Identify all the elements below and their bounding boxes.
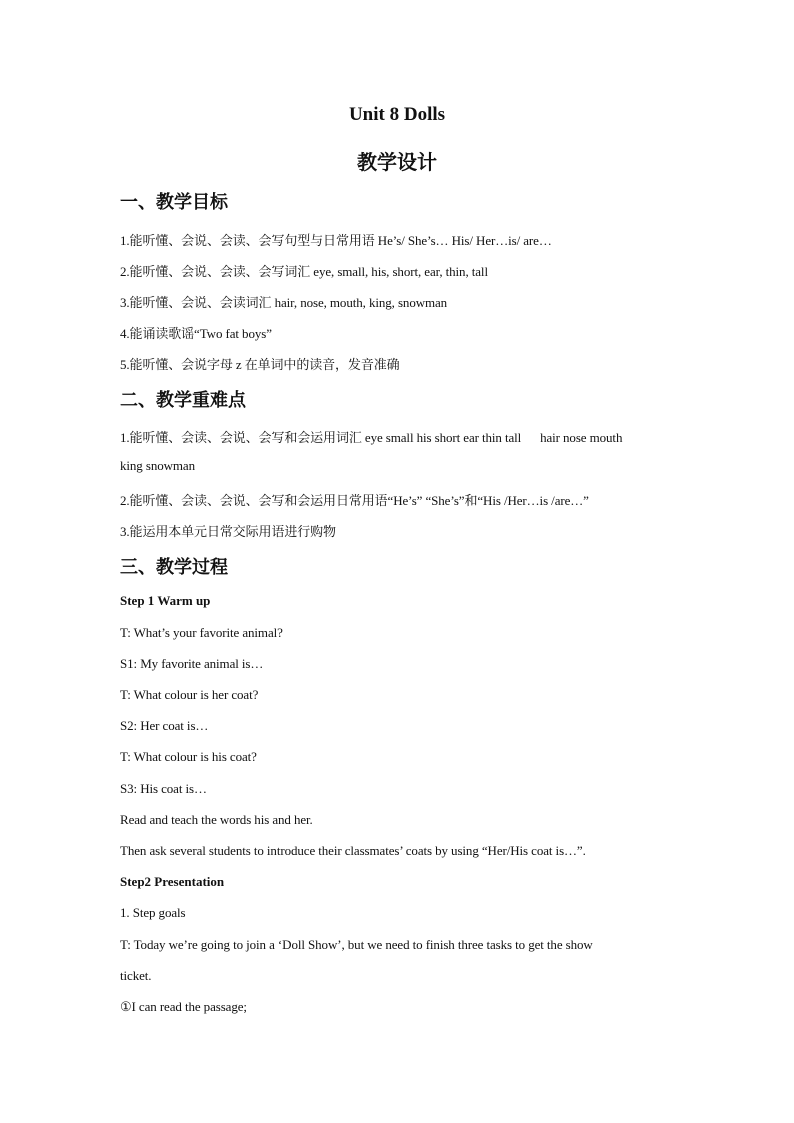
instruction-line: 1. Step goals xyxy=(120,905,186,920)
key-point-item: 2.能听懂、会读、会说、会写和会运用日常用语“He’s” “She’s”和“His /Her…is /are…” xyxy=(120,493,589,508)
step-title: Step 1 Warm up xyxy=(120,593,211,608)
instruction-line: Read and teach the words his and her. xyxy=(120,812,313,827)
objective-item: 4.能诵读歌谣“Two fat boys” xyxy=(120,326,272,341)
key-point-item: 3.能运用本单元日常交际用语进行购物 xyxy=(120,524,336,539)
key-point-item: 1.能听懂、会读、会说、会写和会运用词汇 eye small his short ear thin tall hair nose mouth xyxy=(120,430,623,445)
dialogue-line: S3: His coat is… xyxy=(120,781,207,796)
section-heading-process: 三、教学过程 xyxy=(120,557,228,578)
instruction-line: Then ask several students to introduce their classmates’ coats by using “Her/His coat is…”. xyxy=(120,843,586,858)
document-title: Unit 8 Dolls xyxy=(348,104,446,125)
dialogue-line: T: What’s your favorite animal? xyxy=(120,625,283,640)
dialogue-line: T: What colour is his coat? xyxy=(120,749,257,764)
dialogue-line: S2: Her coat is… xyxy=(120,718,209,733)
section-heading-key-points: 二、教学重难点 xyxy=(120,390,246,411)
section-heading-objectives: 一、教学目标 xyxy=(120,192,228,213)
document-subtitle: 教学设计 xyxy=(357,150,437,174)
objective-item: 1.能听懂、会说、会读、会写句型与日常用语 He’s/ She’s… His/ Her…is/ are… xyxy=(120,233,552,248)
key-point-item: king snowman xyxy=(120,458,195,473)
objective-item: 3.能听懂、会说、会读词汇 hair, nose, mouth, king, snowman xyxy=(120,295,448,310)
step-title: Step2 Presentation xyxy=(120,874,225,889)
dialogue-line: T: What colour is her coat? xyxy=(120,687,259,702)
instruction-line: ticket. xyxy=(120,968,152,983)
dialogue-line: S1: My favorite animal is… xyxy=(120,656,264,671)
objective-item: 5.能听懂、会说字母 z 在单词中的读音，发音准确 xyxy=(120,357,400,372)
instruction-line: T: Today we’re going to join a ‘Doll Show’, but we need to finish three tasks to get the show xyxy=(120,937,593,952)
instruction-line: ①I can read the passage; xyxy=(120,999,247,1014)
objective-item: 2.能听懂、会说、会读、会写词汇 eye, small, his, short, ear, thin, tall xyxy=(120,264,488,279)
